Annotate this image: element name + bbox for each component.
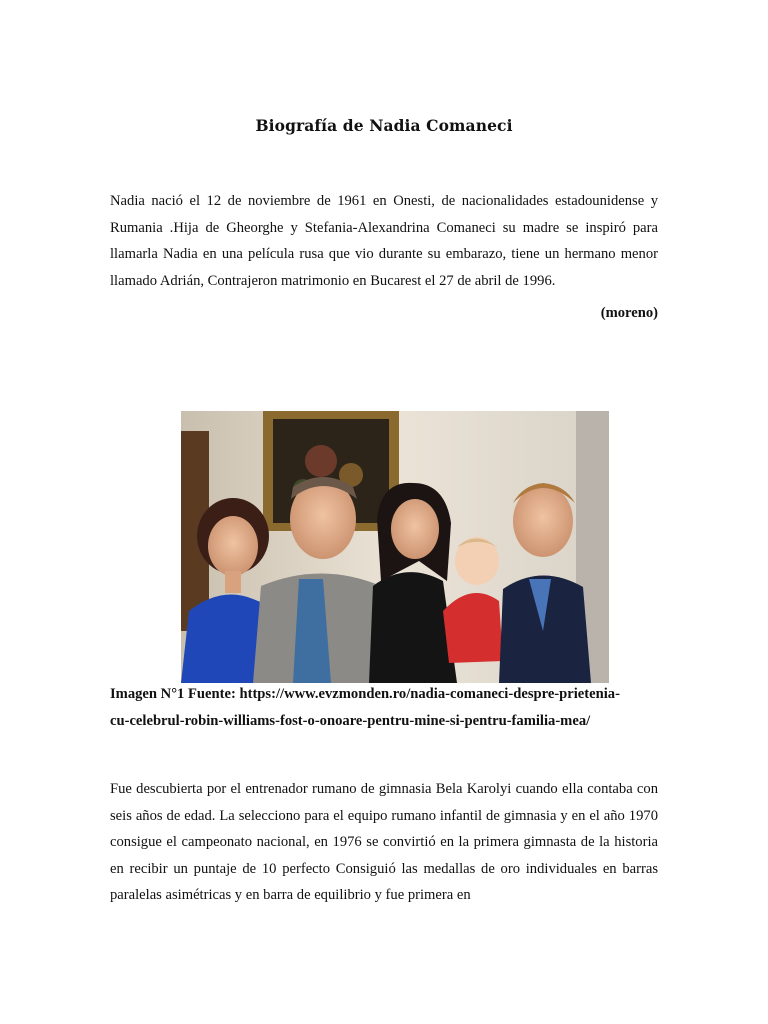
paragraph-birth: Nadia nació el 12 de noviembre de 1961 en Onesti, de nacionalidades estadounidense y Rumania .Hija de Gheorghe y Stefania-Alexandrina Comaneci su madre se inspiró para llamarla Nadia en una película rusa que vio durante su embarazo, tiene un hermano menor llamado Adrián, Contrajeron matrimonio en Bucarest el 27 de abril de 1996. — [110, 193, 658, 289]
caption-line-2: cu-celebrul-robin-williams-fost-o-onoare-pentru-mine-si-pentru-familia-mea/ — [110, 712, 591, 729]
image-caption — [110, 681, 665, 734]
author-signature: (moreno) — [600, 305, 658, 321]
document-title: Biografía de Nadia Comaneci — [255, 116, 513, 135]
caption-line-1: Imagen N°1 Fuente: https://www.evzmonden.ro/nadia-comaneci-despre-prietenia- — [110, 686, 620, 702]
paragraph-career: Fue descubierta por el entrenador rumano de gimnasia Bela Karolyi cuando ella contaba con seis años de edad. La selecciono para el equipo rumano infantil de gimnasia y en el año 1970 consigue el campeonato nacional, en 1976 se convirtió en la primera gimnasta de la historia en recibir un puntaje de 10 perfecto Consiguió las medallas de oro individuales en barras paralelas asimétricas y en barra de equilibrio y fue primera en — [110, 781, 658, 904]
group-photo — [181, 411, 609, 683]
